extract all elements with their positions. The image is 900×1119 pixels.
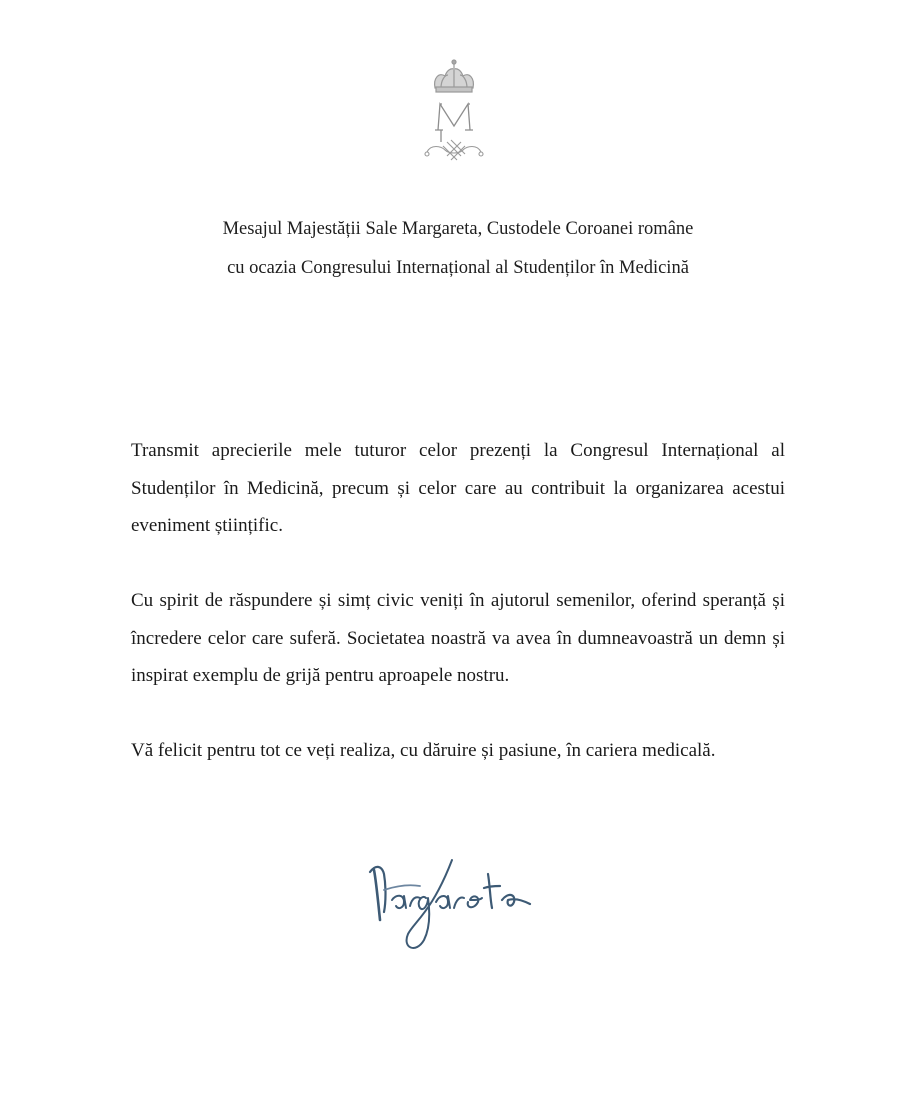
letter-title: [100, 210, 816, 287]
monogram-letter: [435, 104, 473, 142]
ornamental-flourish: [425, 140, 483, 160]
royal-crown-icon: [435, 60, 474, 92]
title-line-1: Mesajul Majestății Sale Margareta, Custodele Coroanei române: [222, 219, 694, 239]
title-line-2: cu ocazia Congresului Internațional al Studenților în Medicină: [227, 257, 689, 278]
paragraph-3: Vă felicit pentru tot ce veți realiza, cu dăruire și pasiune, în cariera medicală.: [131, 740, 716, 761]
royal-monogram-crest: [421, 58, 487, 166]
paragraph-2: Cu spirit de răspundere și simț civic veniți în ajutorul semenilor, oferind speranță și încredere celor care suferă. Societatea noastră va avea în dumneavoastră un demn și inspirat exemplu de grijă pentru aproapele nostru.: [131, 590, 785, 686]
signature: [362, 850, 557, 968]
paragraph-1: Transmit aprecierile mele tuturor celor prezenți la Congresul Internațional al Studenților în Medicină, precum și celor care au contribuit la organizarea acestui eveniment științific.: [131, 440, 785, 536]
letter-body: [131, 432, 785, 770]
